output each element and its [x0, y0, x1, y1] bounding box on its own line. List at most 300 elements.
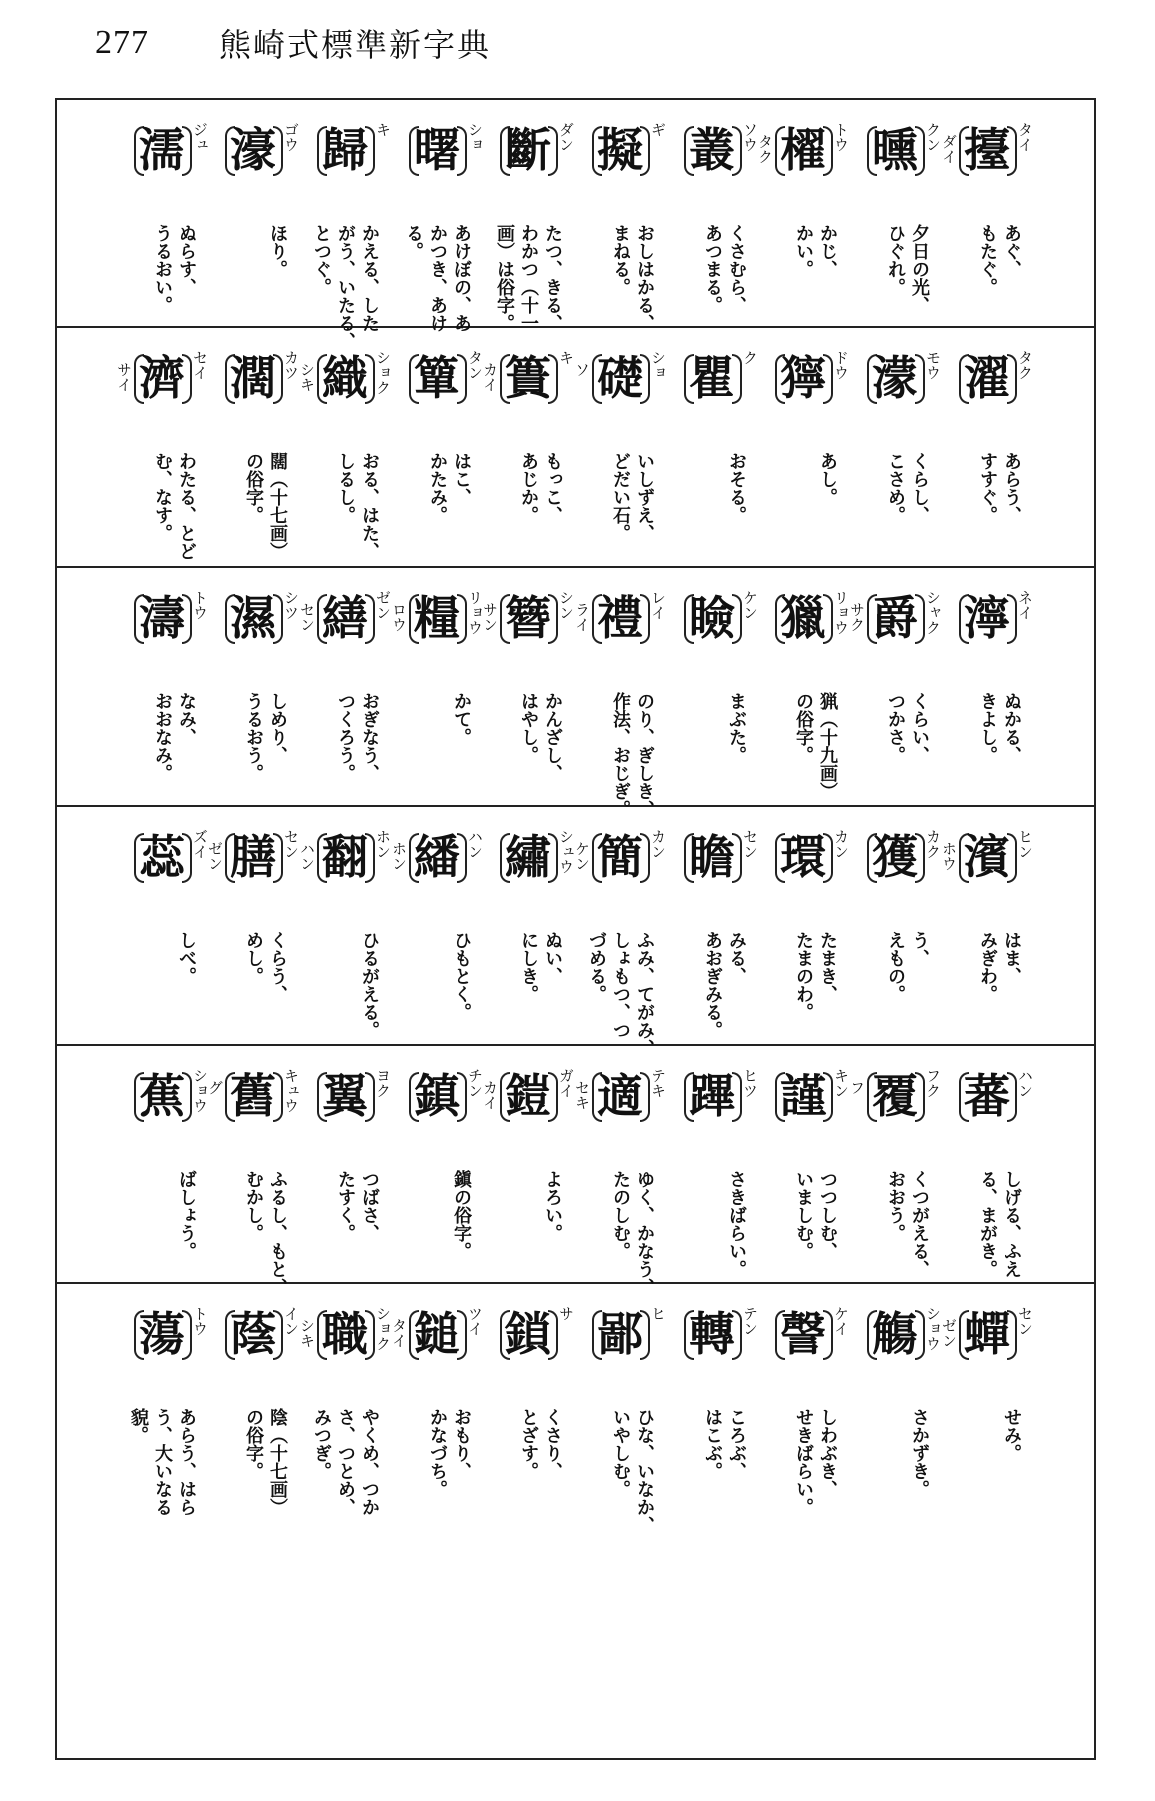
entry-gloss: あらう、はら う、大いなる 貌。: [128, 1408, 197, 1516]
dictionary-entry: [662, 1046, 766, 1282]
reading-secondary: サイ: [115, 362, 133, 392]
entry-head: [937, 1302, 1041, 1392]
entry-head: [203, 118, 307, 208]
entry-gloss: かじ、 かい。: [793, 224, 838, 278]
dictionary-entry: [662, 568, 766, 805]
entry-head: [112, 586, 216, 676]
dictionary-table: [55, 98, 1096, 1760]
headword-kanji: 蕉: [139, 1069, 185, 1123]
dictionary-entry: [937, 100, 1041, 326]
reading-primary: ハン: [466, 829, 484, 859]
reading-secondary: シキ: [298, 362, 316, 392]
entry-head: [203, 1302, 307, 1392]
entry-head: [478, 825, 582, 915]
entry-head: [387, 825, 491, 915]
headword-kanji: 擡: [964, 123, 1010, 177]
entry-head: [387, 118, 491, 208]
dictionary-entry: [295, 568, 399, 805]
dictionary-entry: [478, 568, 582, 805]
entry-head: [845, 118, 949, 208]
reading-primary: ガイ: [557, 1068, 575, 1098]
dictionary-entry: [478, 100, 582, 332]
headword-kanji: 爵: [872, 591, 918, 645]
reading-secondary: セキ: [573, 1080, 591, 1110]
dictionary-entry: [112, 568, 216, 805]
entry-gloss: かんざし、 はやし。: [518, 692, 563, 782]
entry-gloss: くらい、 つかさ。: [885, 692, 930, 764]
reading-primary: キ: [374, 122, 392, 137]
headword-kanji: 適: [597, 1069, 643, 1123]
dictionary-entry: [937, 1046, 1041, 1282]
headword-kanji: 膳: [230, 830, 276, 884]
dictionary-entry: [570, 1284, 674, 1758]
headword-kanji: 曙: [414, 123, 460, 177]
entry-gloss: くさり、 とざす。: [518, 1408, 563, 1480]
reading-primary: タイ: [1016, 122, 1034, 152]
reading-secondary: ゼン: [940, 1318, 958, 1348]
reading-primary: テン: [741, 1306, 759, 1336]
entry-head: [937, 825, 1041, 915]
headword-kanji: 濠: [230, 123, 276, 177]
reading-primary: ハン: [1016, 1068, 1034, 1098]
entry-head: [112, 825, 216, 915]
dictionary-entry: [203, 328, 307, 566]
reading-secondary: サン: [481, 602, 499, 632]
entry-head: [112, 1064, 216, 1154]
headword-kanji: 濱: [964, 830, 1010, 884]
reading-primary: ドウ: [832, 350, 850, 380]
entry-gloss: くさむら、 あつまる。: [702, 224, 747, 314]
reading-primary: ク: [741, 350, 759, 365]
entry-gloss: ひるがえる。: [359, 931, 380, 1039]
dictionary-entry: [662, 100, 766, 326]
reading-primary: フク: [924, 1068, 942, 1098]
entry-gloss: 猟（十九画） の俗字。: [793, 692, 838, 800]
entry-head: [295, 118, 399, 208]
entry-head: [753, 1302, 857, 1392]
entry-gloss: う、 えもの。: [885, 931, 930, 1003]
reading-primary: ショウ: [924, 1306, 942, 1351]
dictionary-entry: [570, 100, 674, 332]
dictionary-entry: [387, 1284, 491, 1758]
dictionary-entry: [203, 807, 307, 1044]
entry-head: [753, 1064, 857, 1154]
headword-kanji: 蹕: [689, 1069, 735, 1123]
reading-primary: クン: [924, 122, 942, 152]
reading-primary: ショク: [374, 1306, 392, 1351]
entry-gloss: せみ。: [1001, 1408, 1022, 1462]
reading-secondary: ホウ: [940, 841, 958, 871]
headword-kanji: 濛: [872, 351, 918, 405]
entry-gloss: たつ、きる、 わかつ（十一 画）は俗字。: [494, 224, 563, 332]
entry-gloss: いしずえ、 どだい石。: [610, 452, 655, 542]
entry-gloss: しべ。: [176, 931, 197, 985]
page-number: 277: [95, 24, 149, 61]
entry-head: [570, 346, 674, 436]
reading-primary: セン: [282, 829, 300, 859]
entry-head: [203, 586, 307, 676]
entry-band: [57, 1284, 1094, 1758]
entry-head: [570, 825, 674, 915]
reading-primary: ショ: [466, 122, 484, 152]
reading-primary: ケイ: [832, 1306, 850, 1336]
entry-gloss: くつがえる、 おおう。: [885, 1170, 930, 1278]
entry-band: [57, 568, 1094, 818]
dictionary-entry: [753, 568, 857, 805]
entry-gloss: しわぶき、 せきばらい。: [793, 1408, 838, 1516]
page-header: [95, 18, 491, 68]
entry-head: [937, 118, 1041, 208]
entry-head: [112, 346, 216, 436]
headword-kanji: 簣: [505, 351, 551, 405]
headword-kanji: 觴: [872, 1307, 918, 1361]
entry-head: [570, 118, 674, 208]
reading-primary: ゼン: [374, 590, 392, 620]
reading-secondary: ソ: [573, 362, 591, 377]
entry-head: [478, 586, 582, 676]
entry-head: [112, 118, 216, 208]
headword-kanji: 舊: [230, 1069, 276, 1123]
dictionary-entry: [203, 1046, 307, 1296]
entry-gloss: まぶた。: [726, 692, 747, 764]
entry-head: [662, 346, 766, 436]
dictionary-entry: [937, 568, 1041, 805]
headword-kanji: 禮: [597, 591, 643, 645]
entry-head: [478, 118, 582, 208]
dictionary-entry: [387, 328, 491, 566]
headword-kanji: 擬: [597, 123, 643, 177]
entry-gloss: あし。: [817, 452, 838, 506]
headword-kanji: 蕩: [139, 1307, 185, 1361]
headword-kanji: 環: [780, 830, 826, 884]
headword-kanji: 繙: [414, 830, 460, 884]
reading-primary: セイ: [191, 350, 209, 380]
dictionary-entry: [112, 100, 216, 326]
reading-primary: ツイ: [466, 1306, 484, 1336]
entry-head: [387, 586, 491, 676]
entry-gloss: あらう、 すすぐ。: [977, 452, 1022, 524]
entry-gloss: やくめ、つか さ、つとめ、 みつぎ。: [311, 1408, 380, 1516]
entry-gloss: おそる。: [726, 452, 747, 524]
entry-gloss: おしはかる、 まねる。: [610, 224, 655, 332]
entry-head: [112, 1302, 216, 1392]
entry-gloss: かて。: [451, 692, 472, 746]
entry-gloss: ぬい、 にしき。: [518, 931, 563, 1003]
headword-kanji: 瞼: [689, 591, 735, 645]
entry-head: [753, 346, 857, 436]
entry-head: [478, 1064, 582, 1154]
entry-band: [57, 1046, 1094, 1296]
dictionary-entry: [295, 807, 399, 1044]
reading-primary: カン: [832, 829, 850, 859]
dictionary-entry: [112, 807, 216, 1044]
headword-kanji: 濟: [139, 351, 185, 405]
reading-primary: カン: [649, 829, 667, 859]
entry-band: [57, 807, 1094, 1057]
headword-kanji: 簪: [505, 591, 551, 645]
entry-head: [570, 1302, 674, 1392]
entry-gloss: 闊（十七画） の俗字。: [243, 452, 288, 560]
dictionary-entry: [845, 568, 949, 805]
entry-head: [203, 346, 307, 436]
entry-head: [387, 1064, 491, 1154]
reading-primary: キン: [832, 1068, 850, 1098]
entry-gloss: つばさ、 たすく。: [335, 1170, 380, 1242]
reading-primary: ジュ: [191, 122, 209, 152]
reading-primary: キュウ: [282, 1068, 300, 1113]
entry-gloss: くらし、 こさめ。: [885, 452, 930, 524]
headword-kanji: 獲: [872, 830, 918, 884]
reading-secondary: ライ: [573, 602, 591, 632]
headword-kanji: 糧: [414, 591, 460, 645]
entry-gloss: ひもとく。: [451, 931, 472, 1021]
entry-head: [295, 1302, 399, 1392]
reading-primary: カク: [924, 829, 942, 859]
reading-primary: サ: [557, 1306, 575, 1321]
headword-kanji: 濯: [964, 351, 1010, 405]
reading-secondary: ケン: [573, 841, 591, 871]
dictionary-entry: [478, 807, 582, 1044]
reading-primary: モウ: [924, 350, 942, 380]
reading-secondary: タイ: [390, 1318, 408, 1348]
dictionary-entry: [387, 568, 491, 805]
entry-head: [753, 825, 857, 915]
headword-kanji: 謦: [780, 1307, 826, 1361]
headword-kanji: 獵: [780, 591, 826, 645]
headword-kanji: 簞: [414, 351, 460, 405]
reading-secondary: カイ: [481, 362, 499, 392]
entry-head: [295, 825, 399, 915]
entry-gloss: ころぶ、 はこぶ。: [702, 1408, 747, 1480]
headword-kanji: 叢: [689, 123, 735, 177]
entry-head: [662, 825, 766, 915]
entry-gloss: さきばらい。: [726, 1170, 747, 1278]
entry-gloss: ほり。: [267, 224, 288, 278]
dictionary-entry: [753, 1046, 857, 1282]
reading-secondary: ハン: [298, 841, 316, 871]
entry-gloss: おもり、 かなづち。: [427, 1408, 472, 1498]
reading-primary: ソウ: [741, 122, 759, 152]
reading-secondary: ダイ: [940, 134, 958, 164]
entry-gloss: もっこ、 あじか。: [518, 452, 563, 524]
dictionary-entry: [203, 100, 307, 326]
entry-head: [662, 1302, 766, 1392]
reading-secondary: カイ: [481, 1080, 499, 1110]
dictionary-entry: [570, 1046, 674, 1296]
headword-kanji: 歸: [322, 123, 368, 177]
reading-primary: ヨク: [374, 1068, 392, 1098]
dictionary-entry: [295, 1284, 399, 1758]
reading-primary: ダン: [557, 122, 575, 152]
dictionary-entry: [845, 807, 949, 1044]
entry-head: [570, 586, 674, 676]
reading-primary: チン: [466, 1068, 484, 1098]
headword-kanji: 蟬: [964, 1307, 1010, 1361]
dictionary-entry: [753, 807, 857, 1044]
reading-primary: ネイ: [1016, 590, 1034, 620]
headword-kanji: 斷: [505, 123, 551, 177]
entry-head: [662, 1064, 766, 1154]
headword-kanji: 職: [322, 1307, 368, 1361]
entry-head: [203, 1064, 307, 1154]
headword-kanji: 鄙: [597, 1307, 643, 1361]
reading-primary: レイ: [649, 590, 667, 620]
entry-head: [662, 586, 766, 676]
dictionary-entry: [662, 807, 766, 1044]
entry-gloss: しげる、ふえ る、まがき。: [977, 1170, 1022, 1278]
entry-head: [295, 586, 399, 676]
entry-gloss: 陰（十七画） の俗字。: [243, 1408, 288, 1516]
reading-primary: ヒン: [1016, 829, 1034, 859]
reading-primary: トウ: [191, 590, 209, 620]
reading-secondary: シキ: [298, 1318, 316, 1348]
entry-head: [753, 586, 857, 676]
dictionary-entry: [845, 100, 949, 326]
headword-kanji: 濤: [139, 591, 185, 645]
headword-kanji: 鎚: [414, 1307, 460, 1361]
headword-kanji: 櫂: [780, 123, 826, 177]
entry-gloss: おぎなう、 つくろう。: [335, 692, 380, 782]
entry-gloss: ぬかる、 きよし。: [977, 692, 1022, 764]
headword-kanji: 謹: [780, 1069, 826, 1123]
headword-kanji: 濶: [230, 351, 276, 405]
entry-gloss: ぬらす、 うるおい。: [152, 224, 197, 314]
reading-primary: ショク: [374, 350, 392, 395]
entry-head: [845, 586, 949, 676]
reading-secondary: グ: [206, 1080, 224, 1095]
dictionary-entry: [295, 100, 399, 350]
entry-gloss: かえる、した がう、いたる、 とつぐ。: [311, 224, 380, 350]
entry-head: [295, 346, 399, 436]
entry-gloss: ゆく、かなう、 たのしむ。: [610, 1170, 655, 1296]
headword-kanji: 蔭: [230, 1307, 276, 1361]
headword-kanji: 鎧: [505, 1069, 551, 1123]
headword-kanji: 獰: [780, 351, 826, 405]
dictionary-entry: [845, 328, 949, 566]
entry-gloss: よろい。: [542, 1170, 563, 1242]
entry-gloss: ふるし、もと、 むかし。: [243, 1170, 288, 1296]
reading-primary: トウ: [191, 1306, 209, 1336]
headword-kanji: 簡: [597, 830, 643, 884]
reading-secondary: ゼン: [206, 841, 224, 871]
reading-secondary: フ: [848, 1080, 866, 1095]
dictionary-entry: [937, 807, 1041, 1044]
headword-kanji: 翻: [322, 830, 368, 884]
reading-primary: タン: [466, 350, 484, 380]
entry-gloss: わたる、とど む、なす。: [152, 452, 197, 560]
reading-secondary: タク: [756, 134, 774, 164]
entry-gloss: のり、ぎしき、 作法、おじぎ。: [610, 692, 655, 818]
entry-gloss: くらう、 めし。: [243, 931, 288, 1003]
dictionary-entry: [662, 328, 766, 566]
headword-kanji: 轉: [689, 1307, 735, 1361]
dictionary-entry: [845, 1284, 949, 1758]
headword-kanji: 瞿: [689, 351, 735, 405]
headword-kanji: 蕃: [964, 1069, 1010, 1123]
reading-primary: ヒ: [649, 1306, 667, 1321]
dictionary-entry: [112, 1284, 216, 1758]
dictionary-entry: [753, 328, 857, 566]
entry-band: [57, 328, 1094, 568]
reading-secondary: ホン: [390, 841, 408, 871]
dictionary-entry: [295, 328, 399, 566]
reading-secondary: セン: [298, 602, 316, 632]
reading-primary: シン: [557, 590, 575, 620]
entry-gloss: ふみ、てがみ、 しょもつ、つ づめる。: [586, 931, 655, 1057]
headword-kanji: 瞻: [689, 830, 735, 884]
reading-primary: イン: [282, 1306, 300, 1336]
entry-gloss: たまき、 たまのわ。: [793, 931, 838, 1021]
reading-secondary: サク: [848, 602, 866, 632]
reading-secondary: ロウ: [390, 602, 408, 632]
reading-primary: セン: [1016, 1306, 1034, 1336]
reading-primary: タク: [1016, 350, 1034, 380]
reading-primary: ゴウ: [282, 122, 300, 152]
dictionary-entry: [387, 807, 491, 1044]
headword-kanji: 濡: [139, 123, 185, 177]
reading-primary: ショウ: [191, 1068, 209, 1113]
dictionary-entry: [937, 328, 1041, 566]
headword-kanji: 礎: [597, 351, 643, 405]
entry-head: [478, 346, 582, 436]
dictionary-entry: [845, 1046, 949, 1282]
entry-gloss: はま、 みぎわ。: [977, 931, 1022, 1003]
reading-primary: シュウ: [557, 829, 575, 874]
dictionary-entry: [570, 807, 674, 1057]
reading-primary: リョウ: [466, 590, 484, 635]
entry-gloss: 夕日の光、 ひぐれ。: [885, 224, 930, 314]
entry-head: [203, 825, 307, 915]
entry-head: [937, 1064, 1041, 1154]
entry-head: [387, 346, 491, 436]
headword-kanji: 繕: [322, 591, 368, 645]
reading-primary: リョウ: [832, 590, 850, 635]
entry-head: [845, 1302, 949, 1392]
reading-primary: テキ: [649, 1068, 667, 1098]
reading-primary: セン: [741, 829, 759, 859]
entry-gloss: ばしょう。: [176, 1170, 197, 1260]
headword-kanji: 濘: [964, 591, 1010, 645]
dictionary-entry: [112, 1046, 216, 1282]
dictionary-entry: [570, 328, 674, 566]
entry-head: [753, 118, 857, 208]
dictionary-entry: [662, 1284, 766, 1758]
entry-head: [845, 1064, 949, 1154]
reading-primary: カツ: [282, 350, 300, 380]
reading-primary: キ: [557, 350, 575, 365]
entry-gloss: さかずき。: [909, 1408, 930, 1498]
headword-kanji: 覆: [872, 1069, 918, 1123]
entry-head: [937, 346, 1041, 436]
entry-gloss: おる、はた、 しるし。: [335, 452, 380, 560]
headword-kanji: 織: [322, 351, 368, 405]
dictionary-entry: [478, 328, 582, 566]
headword-kanji: 鎮: [414, 1069, 460, 1123]
entry-gloss: つつしむ、 いましむ。: [793, 1170, 838, 1260]
entry-gloss: なみ、 おおなみ。: [152, 692, 197, 782]
headword-kanji: 鎖: [505, 1307, 551, 1361]
dictionary-entry: [753, 1284, 857, 1758]
reading-primary: ケン: [741, 590, 759, 620]
reading-primary: トウ: [832, 122, 850, 152]
headword-kanji: 濕: [230, 591, 276, 645]
dictionary-entry: [112, 328, 216, 566]
headword-kanji: 蕊: [139, 830, 185, 884]
headword-kanji: 曛: [872, 123, 918, 177]
entry-gloss: ひな、いなか、 いやしむ。: [610, 1408, 655, 1534]
reading-primary: ホン: [374, 829, 392, 859]
entry-band: [57, 100, 1094, 350]
